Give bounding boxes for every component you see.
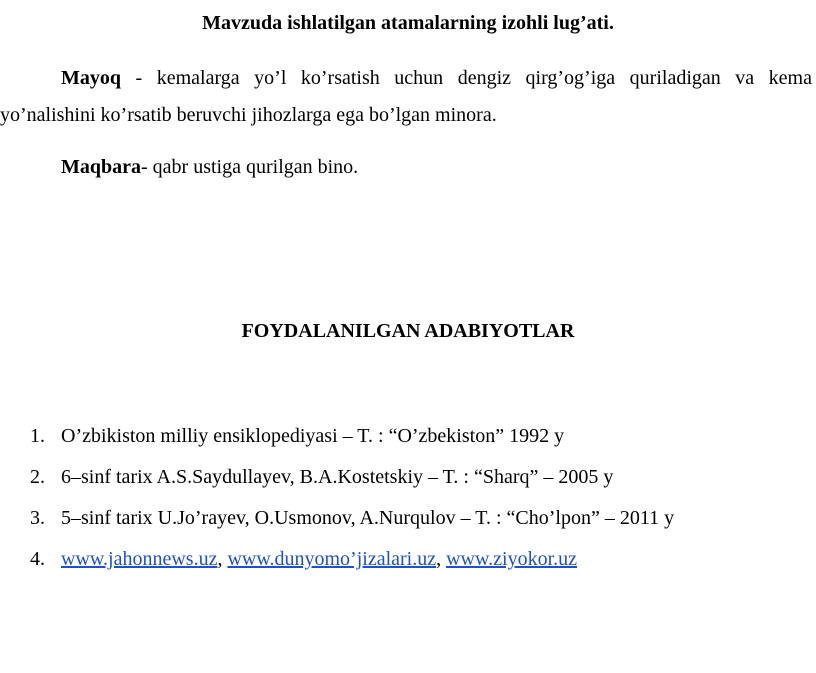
reference-number: 2. (30, 466, 45, 488)
reference-links (61, 541, 577, 577)
reference-item (0, 418, 816, 459)
glossary-definition: - kemalarga yo’l ko’rsatish uchun dengiz qirg’og’iga quriladigan va kema yo’nalishini ko’rsatib beruvchi jihozlarga ega bo’lgan minora. (0, 67, 812, 126)
link-dunyomojizalari[interactable]: www.dunyomo’jizalari.uz (227, 548, 437, 570)
reference-item (0, 500, 816, 541)
reference-item-links (0, 541, 816, 582)
glossary-term: Mayoq (61, 67, 121, 89)
glossary-definition: - qabr ustiga qurilgan bino. (141, 156, 359, 178)
glossary-entry-mayoq (0, 60, 812, 134)
reference-text: 5–sinf tarix U.Jo’rayev, O.Usmonov, A.Nurqulov – T. : “Cho’lpon” – 2011 y (61, 507, 675, 529)
references-list (0, 418, 816, 582)
reference-text: 6–sinf tarix A.S.Saydullayev, B.A.Kostetskiy – T. : “Sharq” – 2005 y (61, 466, 614, 488)
reference-number: 1. (30, 425, 45, 447)
link-separator: , (436, 548, 447, 570)
link-separator: , (217, 548, 228, 570)
glossary-term: Maqbara (61, 156, 141, 178)
reference-item (0, 459, 816, 500)
reference-number: 4. (30, 548, 45, 570)
references-heading: FOYDALANILGAN ADABIYOTLAR (241, 320, 575, 342)
link-ziyokor[interactable]: www.ziyokor.uz (446, 548, 578, 570)
page-title: Mavzuda ishlatilgan atamalarning izohli lug’ati. (202, 12, 614, 34)
glossary-entry-maqbara (0, 149, 811, 186)
reference-text: O’zbikiston milliy ensiklopediyasi – T. : “O’zbekiston” 1992 y (61, 425, 565, 447)
reference-number: 3. (30, 507, 45, 529)
link-jahonnews[interactable]: www.jahonnews.uz (61, 548, 218, 570)
